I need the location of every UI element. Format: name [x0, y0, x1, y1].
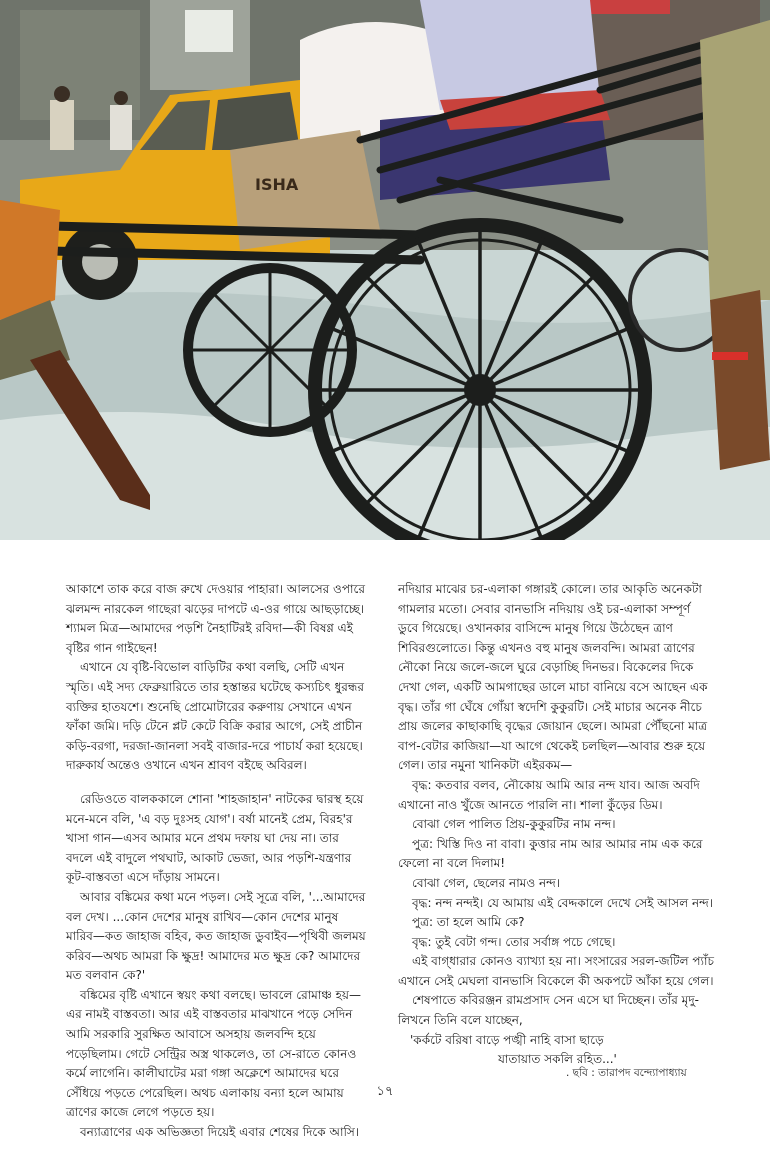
paragraph: এই বাগ্‌ধারার কোনও ব্যাখ্যা হয় না। সংসারের সরল-জটিল প্যাঁচ এখানে সেই মেঘলা বানভাসি বিকেলে কী অকপটে আঁকা হয়ে গেল। — [398, 954, 714, 988]
page-number: ১৭ — [376, 1084, 394, 1099]
dialogue-line: পুত্র: খিস্তি দিও না বাবা। কুত্তার নাম আর আমার নাম এক করে ফেলো না বলে দিলাম! — [398, 836, 703, 871]
paragraph: শেষপাতে কবিরঞ্জন রামপ্রসাদ সেন এসে ঘা দিচ্ছেন। তাঁর মৃদু-লিখনে তিনি বলে যাচ্ছেন, — [398, 993, 699, 1028]
rickshaw-photo — [0, 0, 770, 540]
dialogue-line: বৃদ্ধ: তুই বেটা গন্দ। তোর সর্বাঙ্গ পচে গেছে। — [412, 934, 616, 949]
paragraph: এখানে যে বৃষ্টি-বিভোল বাড়িটির কথা বলছি, সেটি এখন স্মৃতি। এই সদ্য ফেব্রুয়ারিতে তার হস্তান্তর ঘটেছে কস্যচিৎ ধুরন্ধর ব্যক্তির হাতযশে। শুনেছি প্রোমোটারের করুণায় সেখানে এখন ফাঁকা জমি। দড়ি টেনে প্লট কেটে বিক্রি করার আগে, সেই প্রাচীন কড়ি-বরগা, দরজা-জানলা সবই বাজার-দরে পাচার্য করা হয়েছে। দারুকার্য অন্তেও ওখানে এখন শ্রাবণ বইছে অবিরল। — [66, 660, 365, 773]
paragraph: বন্যাত্রাণের এক অভিজ্ঞতা দিয়েই এবার শেষের দিকে আসি। — [80, 1125, 360, 1140]
dialogue-line: পুত্র: তা হলে আমি কে? — [412, 915, 525, 930]
verse-line: 'কর্কটে বরিষা বাড়ে পঙ্খী নাহি বাসা ছাড়ে — [410, 1032, 604, 1047]
photo-credit: . ছবি : তারাপদ বন্দ্যোপাধ্যায় — [566, 1067, 687, 1079]
paragraph: নদিয়ার মাঝের চর-এলাকা গঙ্গারই কোলে। তার আকৃতি অনেকটা গামলার মতো। সেবার বানভাসি নদিয়ায় ওই চর-এলাকা সম্পূর্ণ ডুবে গিয়েছে। ওখানকার বাসিন্দে মানুষ গিয়ে উঠেছেন ত্রাণ শিবিরগুলোতে। কিন্তু এখনও বহু মানুষ জলবন্দি। আমরা ত্রাণের নৌকো নিয়ে জলে-জলে ঘুরে বেড়াচ্ছি দিনভর। বিকেলের দিকে দেখা গেল, একটি আমগাছের ডালে মাচা বানিয়ে বসে আছেন এক বৃদ্ধ। তাঁর গা ঘেঁষে গোঁয়া স্বদেশি কুকুরটি। সেই মাচার অনেক নীচে প্রায় জলের কাছাকাছি বৃদ্ধের জোয়ান ছেলে। আমরা পৌঁছনো মাত্র বাপ-বেটার কাজিয়া—যা আগে থেকেই চলছিল—আবার শুরু হয়ে গেল। তার নমুনা খানিকটা এইরকম— — [398, 582, 708, 773]
paragraph: বঙ্কিমের বৃষ্টি এখানে স্বয়ং কথা বলছে। ভাবলে রোমাঞ্চ হয়—এর নামই বাস্তবতা। আর এই বাস্তবতার মাঝখানে পড়ে সেদিন আমি সরকারি সুরক্ষিত আবাসে অসহায় জলবন্দি হয়ে পড়েছিলাম। গেটে সেন্ট্রির অস্ত্র থাকলেও, তা সে-রাতে কোনও কর্মে লাগেনি। কালীঘাটের মরা গঙ্গা অক্লেশে আমাদের ঘরে সেঁধিয়ে পড়তে পেরেছিল। অথচ এলাকায় বন্যা হলে আমায় ত্রাণের কাজে লেগে পড়তে হয়। — [66, 987, 362, 1120]
taxi-sign-text: ISHA — [255, 175, 299, 194]
text-column-right — [398, 580, 714, 1070]
paragraph: বোঝা গেল পালিত প্রিয়-কুকুরটির নাম নন্দ। — [412, 817, 616, 832]
dialogue-line: বৃদ্ধ: নন্দ নন্দই। যে আমায় এই বেদ্দকালে দেখে সেই আসল নন্দ। — [412, 895, 714, 910]
paragraph: রেডিওতে বালককালে শোনা 'শাহজাহান' নাটকের দ্বারস্থ হয়ে মনে-মনে বলি, 'এ বড় দুঃসহ যোগ'। বর্ষা মানেই প্রেম, বিরহ'র খাসা গান—এসব আমার মনে প্রথম দফায় ঘা দেয় না। তার বদলে এই বাদুলে পথঘাট, আকাট ভেজা, আর পড়শি-যন্ত্রণার কূট-বাস্তবতা এসে দাঁড়ায় সামনে। — [66, 791, 364, 885]
paragraph: আকাশে তাক করে বাজ রুখে দেওয়ার পাহারা। আলসের ওপারে ঝলমন্দ নারকেল গাছেরা ঝড়ের দাপটে এ-ওর গায়ে আছড়াচ্ছে। শ্যামল মিত্র—আমাদের পড়শি নৈহাটিরই রবিদা—কী বিষণ্ণ এই বৃষ্টির গান গাইছেন! — [66, 582, 365, 655]
verse-line: যাতায়াত সকলি রহিত...' — [498, 1052, 617, 1067]
dialogue-line: বৃদ্ধ: কতবার বলব, নৌকোয় আমি আর নন্দ যাব। আজ অবদি এখানো নাও খুঁজে আনতে পারলি না। শালা কুঁড়ের ডিম। — [398, 777, 700, 812]
paragraph: আবার বঙ্কিমের কথা মনে পড়ল। সেই সূত্রে বলি, '...আমাদের বল দেখ। ...কোন দেশের মানুষ রাখিব—কোন দেশের মানুষ মারিব—কত জাহাজ বহিব, কত জাহাজ ডুবাইব—পৃথিবী জলময় করিব—অথচ আমরা কি ক্ষুদ্র! আমাদের মত ক্ষুদ্র কে? আমাদের মত বলবান কে?' — [66, 889, 366, 983]
paragraph: বোঝা গেল, ছেলের নামও নন্দ। — [412, 875, 561, 890]
text-column-left — [66, 580, 366, 1143]
